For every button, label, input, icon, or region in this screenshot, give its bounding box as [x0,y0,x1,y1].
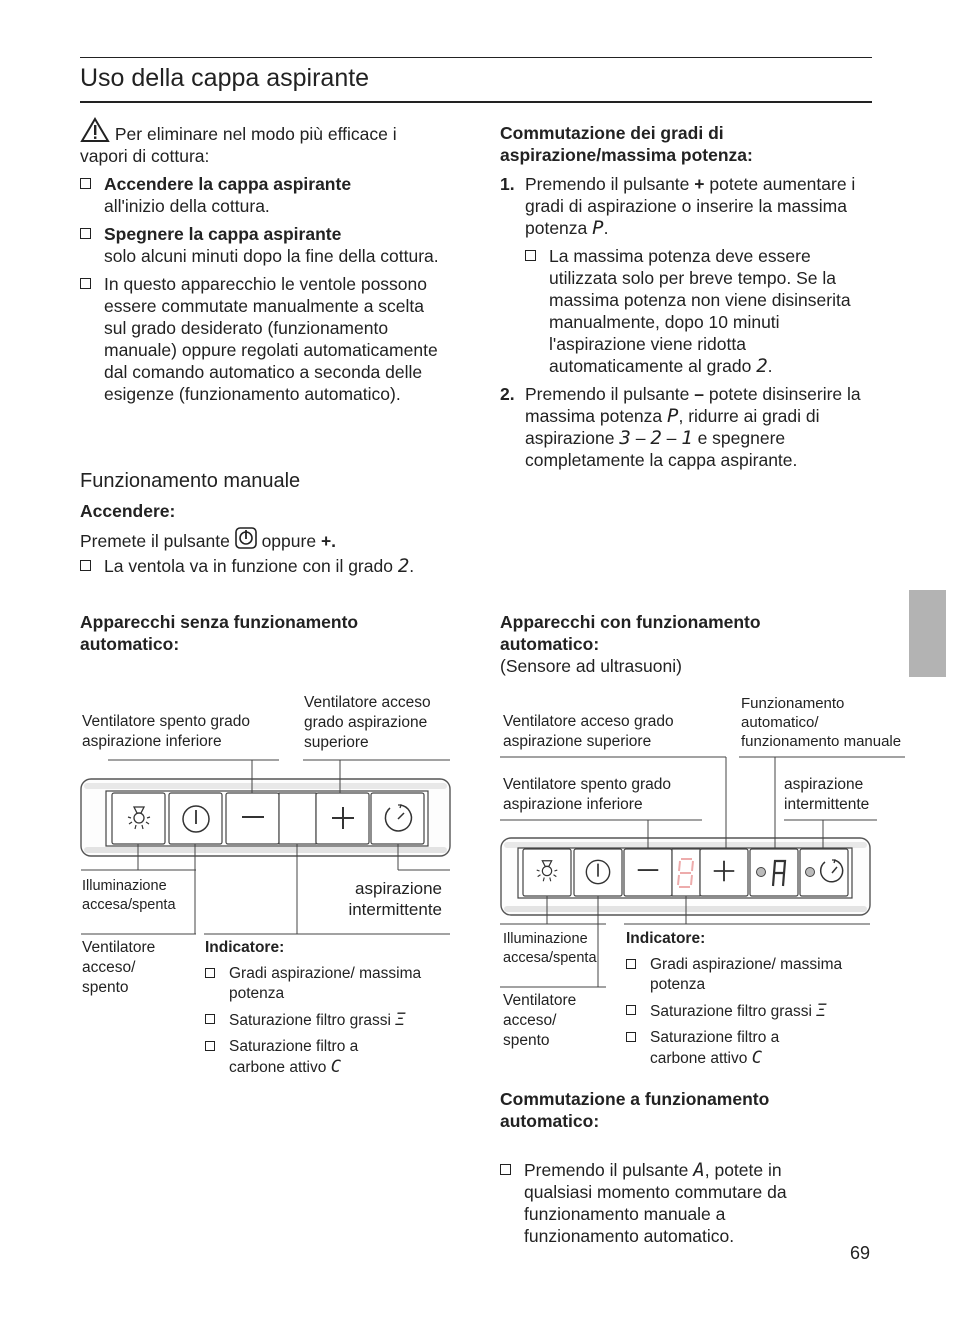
list-item [626,955,856,995]
label-fan-on: Ventilatore acceso grado aspirazione superiore [503,713,674,750]
power-icon [584,858,612,886]
digit-symbol: P [592,217,604,239]
punct: . [603,218,609,238]
step-1 [500,173,875,239]
list-item [80,273,445,405]
list-item [80,223,445,267]
list-item [80,173,445,217]
indicator-block-right [626,929,856,1069]
auto-text: , potete in qualsiasi momento commutare da funzionamento manuale a funzionamento automatico. [524,1160,787,1246]
checkbox-bullet [525,250,536,261]
indicator-text: Saturazione filtro grassi [229,1012,391,1029]
warning-paragraph [80,117,445,167]
list-item [626,1001,856,1022]
auto-heading: Commutazione a funzionamento automatico: [500,1089,770,1131]
checkbox-bullet [205,968,215,978]
indicator-text: Saturazione filtro a carbone attivo [650,1029,780,1067]
carbon-filter-symbol: C [751,1048,762,1068]
step-text: Premendo il pulsante [525,384,690,404]
press-or: oppure [261,531,317,551]
carbon-filter-symbol: C [330,1057,341,1077]
list-item [500,1159,844,1247]
checkbox-bullet [205,1041,215,1051]
minus-icon [238,804,268,834]
left-column [80,117,445,405]
checkbox-bullet [626,959,636,969]
step-text: , ridurre ai gradi di aspirazione [525,406,820,448]
label-interval: aspirazione intermittente [348,879,442,919]
punct: . [409,556,415,576]
indicator-heading: Indicatore: [626,930,706,947]
indicator-text: Gradi aspirazione/ massima potenza [229,965,422,1002]
light-icon [533,857,561,885]
step-text: e spegnere completamente la cappa aspirante. [525,428,798,470]
page-number: 69 [850,1243,871,1263]
digit-symbol: 2 [756,355,768,377]
indicator-block-left [205,938,435,1078]
step-number: 2. [500,384,515,404]
step-text: Premendo il pulsante [525,174,690,194]
checkbox-bullet [80,178,91,189]
dash: – [635,428,646,448]
plus-icon [710,857,738,885]
section-heading: Funzionamento manuale [80,470,301,492]
page-title: Uso della cappa aspirante [80,64,370,92]
digit-symbol: 2 [650,427,662,449]
step-text: potete aumentare i gradi di aspirazione o inserire la massima potenza [525,174,856,238]
timer-icon [382,802,414,834]
press-text: Premete il pulsante [80,531,230,551]
indicator-text: Gradi aspirazione/ massima potenza [650,956,843,993]
panel-left-heading: Apparecchi senza funzionamento automatico: [80,612,359,654]
bullet-text: solo alcuni minuti dopo la fine della cottura. [104,246,439,266]
grease-filter-symbol: Ξ [395,1010,406,1030]
minus-icon [634,857,662,885]
digit-symbol: 2 [397,555,410,577]
list-item [626,1028,820,1069]
checkbox-bullet [80,228,91,239]
right-column [500,122,875,471]
side-tab [909,590,946,677]
digit-symbol: 3 [619,427,631,449]
right-heading: Commutazione dei gradi di aspirazione/massima potenza: [500,123,753,165]
auto-text: Premendo il pulsante [524,1160,689,1180]
checkbox-bullet [80,560,91,571]
power-icon [235,527,257,549]
display-digit-icon [674,855,698,891]
label-auto: Funzionamento automatico/ funzionamento manuale [741,695,902,750]
checkbox-bullet [80,278,91,289]
punct: . [767,356,773,376]
indicator-text: Saturazione filtro a carbone attivo [229,1038,359,1076]
label-fan-off: Ventilatore spento grado aspirazione inferiore [82,713,251,750]
auto-mode-icon [751,855,797,891]
label-fan-onoff: Ventilatore acceso/ spento [82,939,156,996]
power-icon [181,804,211,834]
panel-right-heading: Apparecchi con funzionamento automatico: [500,612,761,654]
checkbox-bullet [626,1032,636,1042]
panel-right-subheading: (Sensore ad ultrasuoni) [500,656,682,676]
label-fan-on: Ventilatore acceso grado aspirazione superiore [304,694,431,751]
plus-icon [328,803,358,833]
label-light: Illuminazione accesa/spenta [503,931,597,966]
list-item [205,964,435,1004]
label-fan-onoff: Ventilatore acceso/ spento [503,992,577,1049]
grease-filter-symbol: Ξ [816,1001,827,1021]
step-text: potete disinserire la massima potenza [525,384,861,426]
sub-text: La massima potenza deve essere utilizzata solo per breve tempo. Se la massima potenza non viene disinserita manualmente, dopo 10 minuti l'aspirazione viene ridotta automaticamente al grado [549,246,851,376]
digit-symbol: 1 [681,427,693,449]
list-item [205,1010,435,1031]
bullet-text: all'inizio della cottura. [104,196,270,216]
title-rule [80,101,872,103]
press-line [80,527,336,552]
fan-text: La ventola va in funzione con il grado [104,556,393,576]
plus-symbol: + [694,174,705,194]
list-item [205,1037,399,1078]
indicator-heading: Indicatore: [205,939,285,956]
bullet-bold: Spegnere la cappa aspirante [104,224,342,244]
bullet-bold: Accendere la cappa aspirante [104,174,352,194]
list-item [525,245,869,377]
light-icon [124,803,154,833]
digit-symbol: P [667,405,679,427]
digit-symbol: A [693,1159,705,1181]
checkbox-bullet [626,1005,636,1015]
checkbox-bullet [205,1014,215,1024]
step-number: 1. [500,174,515,194]
warning-text: Per eliminare nel modo più efficace i vapori di cottura: [80,124,397,166]
subsection-heading: Accendere: [80,501,176,521]
checkbox-bullet [500,1164,511,1175]
dash: – [666,428,677,448]
warning-icon [80,117,110,143]
indicator-text: Saturazione filtro grassi [650,1003,812,1020]
label-fan-off: Ventilatore spento grado aspirazione inferiore [503,776,672,813]
step-2 [500,383,875,471]
minus-symbol: – [694,384,705,404]
interval-timer-icon [801,855,847,891]
label-interval: aspirazione intermittente [784,776,870,813]
press-plus: +. [320,531,337,551]
label-light: Illuminazione accesa/spenta [82,878,176,913]
bullet-text: In questo apparecchio le ventole possono essere commutate manualmente a scelta sul grado desiderato (funzionamento manuale) oppure regolati automaticamente dal comando automatico a seconda delle esigenze (funzionamento automatico). [104,274,438,404]
list-item [80,555,954,577]
top-rule [80,57,872,58]
